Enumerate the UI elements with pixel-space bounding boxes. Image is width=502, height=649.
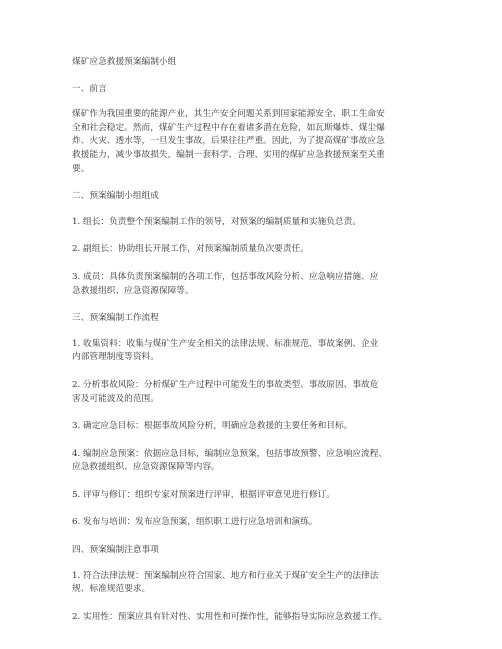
text-line: 2. 分析事故风险：分析煤矿生产过程中可能发生的事故类型、事故原因、事故危 [72, 379, 379, 390]
paragraph [72, 611, 442, 625]
text-line: 要。 [72, 163, 90, 174]
text-line: 1. 收集资料：收集与煤矿生产安全相关的法律法规、标准规范、事故案例、企业 [72, 338, 379, 349]
section-heading: 一、前言 [72, 83, 107, 94]
text-line: 害及可能波及的范围。 [72, 393, 159, 404]
text-line: 3. 成员：具体负责预案编制的各项工作，包括事故风险分析、应急响应措施、应 [72, 271, 379, 282]
paragraph [72, 379, 442, 406]
text-line: 应急救援组织、应急资源保障等内容。 [72, 462, 220, 473]
text-line: 1. 符合法律法规：预案编制应符合国家、地方和行业关于煤矿安全生产的法律法 [72, 570, 379, 581]
text-line: 3. 确定应急目标：根据事故风险分析，明确应急救援的主要任务和目标。 [72, 421, 353, 432]
text-line: 2. 副组长：协助组长开展工作，对预案编制质量负次要责任。 [72, 244, 309, 255]
paragraph [72, 489, 442, 503]
document-title: 煤矿应急救援预案编制小组 [72, 57, 177, 67]
text-line: 2. 实用性：预案应具有针对性、实用性和可操作性，能够指导实际应急救援工作。 [72, 611, 388, 622]
text-line: 炸、火灾、透水等，一旦发生事故，后果往往严重。因此，为了提高煤矿事故应急 [72, 136, 385, 147]
text-line: 全和社会稳定。然而，煤矿生产过程中存在着诸多潜在危险，如瓦斯爆炸、煤尘爆 [72, 122, 385, 133]
text-line: 6. 发布与培训：发布应急预案，组织职工进行应急培训和演练。 [72, 517, 318, 528]
document-body [72, 56, 442, 624]
text-line: 5. 评审与修订：组织专家对预案进行评审，根据评审意见进行修订。 [72, 489, 335, 500]
section-heading: 二、预案编制小组组成 [72, 191, 159, 202]
paragraph [72, 420, 442, 434]
paragraph [72, 338, 442, 365]
text-line: 救援能力，减少事故损失，编制一套科学、合理、实用的煤矿应急救援预案至关重 [72, 149, 385, 160]
document-sections [72, 83, 442, 625]
section-heading: 四、预案编制注意事项 [72, 545, 159, 556]
paragraph [72, 108, 442, 176]
paragraph [72, 516, 442, 530]
text-line: 内部管理制度等资料。 [72, 352, 159, 363]
text-line: 规、标准规范要求。 [72, 584, 151, 595]
paragraph [72, 216, 442, 230]
text-line: 急救援组织、应急资源保障等。 [72, 285, 194, 296]
paragraph [72, 271, 442, 298]
text-line: 4. 编制应急预案：依据应急目标，编制应急预案，包括事故预警、应急响应流程、 [72, 448, 388, 459]
paragraph [72, 243, 442, 257]
paragraph [72, 448, 442, 475]
text-line: 1. 组长：负责整个预案编制工作的领导，对预案的编制质量和实施负总责。 [72, 216, 362, 227]
text-line: 煤矿作为我国重要的能源产业，其生产安全问题关系到国家能源安全、职工生命安 [72, 109, 385, 120]
section-heading: 三、预案编制工作流程 [72, 313, 159, 324]
paragraph [72, 570, 442, 597]
